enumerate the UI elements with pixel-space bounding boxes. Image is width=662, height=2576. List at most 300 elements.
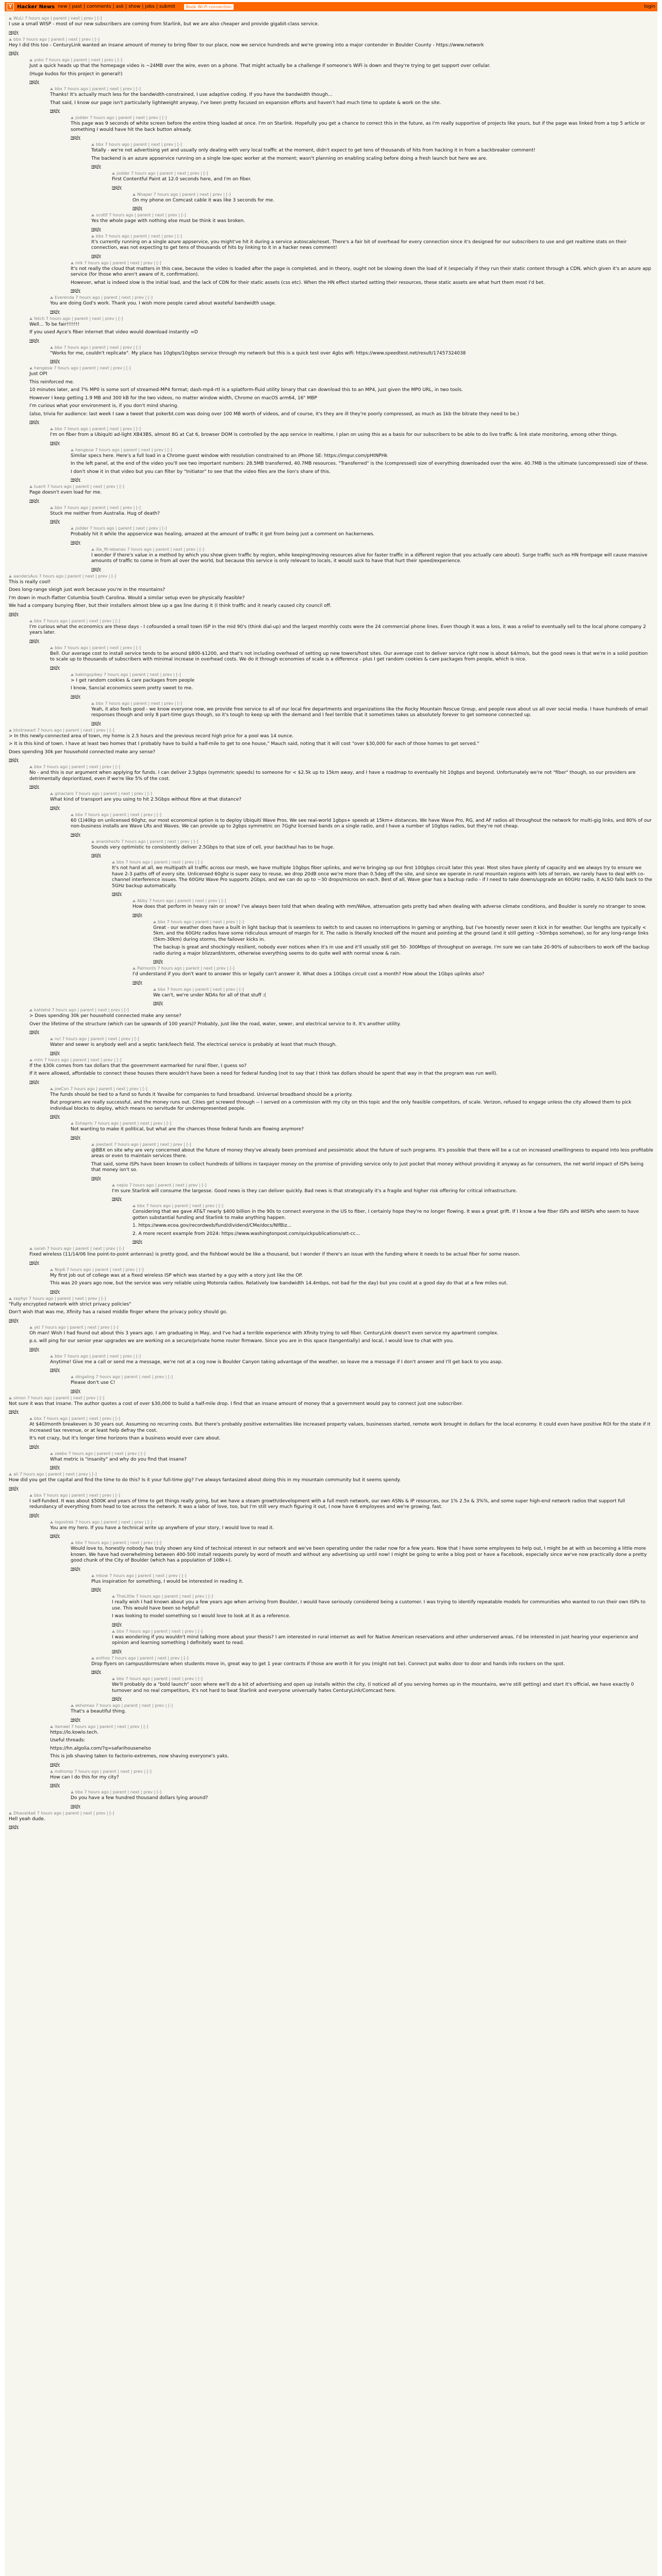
comment-age[interactable]: 7 hours ago: [84, 812, 109, 817]
reply-link[interactable]: reply: [112, 1621, 122, 1626]
reply-link[interactable]: reply: [29, 1512, 39, 1517]
upvote-arrow-icon[interactable]: [133, 1205, 136, 1207]
reply-link[interactable]: reply: [50, 1465, 60, 1469]
comment-age[interactable]: 7 hours ago: [70, 1086, 95, 1091]
reply-link[interactable]: reply: [91, 1587, 101, 1591]
comment-author[interactable]: hengesw: [34, 366, 53, 370]
upvote-arrow-icon[interactable]: [133, 967, 136, 970]
comment-author[interactable]: ilia_fit-lebanes: [96, 547, 126, 552]
comment-nav-links[interactable]: parent | next | prev | [-]: [122, 1121, 172, 1126]
reply-link[interactable]: reply: [9, 1409, 19, 1414]
comment-author[interactable]: anankhesfo: [96, 839, 120, 844]
upvote-arrow-icon[interactable]: [50, 1038, 53, 1040]
reply-link[interactable]: reply: [50, 805, 60, 810]
comment-age[interactable]: 7 hours ago: [75, 791, 100, 796]
comment-nav-links[interactable]: parent | next | prev | [-]: [124, 1703, 173, 1708]
reply-link[interactable]: reply: [71, 1134, 80, 1140]
reply-link[interactable]: reply: [50, 108, 60, 113]
comment-age[interactable]: 7 hours ago: [84, 1790, 109, 1794]
comment-nav-links[interactable]: parent | next | prev | [-]: [155, 547, 205, 552]
comment-age[interactable]: 7 hours ago: [131, 171, 156, 176]
comment-age[interactable]: 7 hours ago: [111, 1655, 136, 1660]
comment-nav-links[interactable]: parent | next | prev | [-]: [53, 16, 102, 21]
comment-nav-links[interactable]: parent | next | prev | [-]: [48, 1472, 97, 1477]
comment-nav-links[interactable]: parent | next | prev | [-]: [195, 919, 244, 924]
comment-nav-links[interactable]: parent | next | prev | [-]: [71, 1416, 121, 1421]
nav-link-comments[interactable]: comments: [87, 4, 111, 9]
comment-nav-links[interactable]: parent | next | prev | [-]: [164, 1594, 213, 1599]
comment-age[interactable]: 7 hours ago: [63, 505, 88, 510]
comment-age[interactable]: 7 hours ago: [109, 1573, 134, 1578]
comment-author[interactable]: jodder: [75, 526, 89, 531]
comment-nav-links[interactable]: parent | next | prev | [-]: [82, 366, 131, 370]
reply-link[interactable]: reply: [91, 566, 101, 571]
reply-link[interactable]: reply: [91, 253, 101, 258]
upvote-arrow-icon[interactable]: [29, 317, 32, 320]
reply-link[interactable]: reply: [71, 1717, 80, 1722]
comment-nav-links[interactable]: parent | next | prev | [-]: [123, 447, 172, 452]
comment-nav-links[interactable]: parent | next | prev | [-]: [133, 701, 183, 706]
reply-link[interactable]: reply: [50, 1289, 60, 1294]
comment-nav-links[interactable]: parent | next | prev | [-]: [100, 1724, 148, 1729]
upvote-arrow-icon[interactable]: [91, 143, 94, 146]
comment-author[interactable]: nepio: [117, 1182, 128, 1188]
upvote-arrow-icon[interactable]: [50, 1452, 53, 1455]
comment-age[interactable]: 7 hours ago: [157, 966, 182, 971]
comment-author[interactable]: bbstrawart: [13, 727, 36, 733]
upvote-arrow-icon[interactable]: [112, 861, 115, 863]
comment-author[interactable]: Everenda: [55, 295, 74, 300]
comment-author[interactable]: bbx: [96, 233, 104, 239]
comment-age[interactable]: 7 hours ago: [121, 839, 146, 844]
reply-link[interactable]: reply: [29, 337, 39, 343]
comment-nav-links[interactable]: parent | next | prev | [-]: [150, 839, 198, 844]
comment-age[interactable]: 7 hours ago: [41, 1325, 66, 1330]
comment-age[interactable]: 7 hours ago: [19, 1472, 44, 1477]
upvote-arrow-icon[interactable]: [91, 548, 94, 551]
reply-link[interactable]: reply: [153, 1001, 163, 1005]
upvote-arrow-icon[interactable]: [9, 1397, 12, 1399]
comment-age[interactable]: 7 hours ago: [27, 1395, 52, 1400]
comment-author[interactable]: joestant: [96, 1142, 113, 1147]
comment-nav-links[interactable]: parent | next | prev | [-]: [186, 966, 235, 971]
upvote-arrow-icon[interactable]: [91, 214, 94, 216]
comment-nav-links[interactable]: parent | next | prev | [-]: [124, 1375, 173, 1379]
comment-nav-links[interactable]: parent | next | prev | [-]: [182, 192, 231, 197]
comment-author[interactable]: Eshapris: [75, 1121, 93, 1126]
comment-nav-links[interactable]: parent | next | prev | [-]: [132, 672, 181, 677]
comment-age[interactable]: 7 hours ago: [105, 233, 129, 239]
comment-age[interactable]: 7 hours ago: [105, 142, 129, 147]
comment-author[interactable]: Dhaval4a6: [13, 1810, 36, 1816]
comment-author[interactable]: ykl: [34, 1325, 40, 1330]
comment-age[interactable]: 7 hours ago: [43, 618, 68, 623]
comment-author[interactable]: sarah: [34, 1246, 46, 1251]
comment-age[interactable]: 7 hours ago: [125, 1676, 150, 1681]
comment-nav-links[interactable]: parent | next | prev | [-]: [96, 1451, 146, 1456]
reply-link[interactable]: reply: [50, 1367, 60, 1372]
comment-author[interactable]: mkow: [96, 1573, 108, 1578]
comment-nav-links[interactable]: parent | next | prev | [-]: [92, 345, 141, 350]
upvote-arrow-icon[interactable]: [71, 449, 74, 451]
event-badge[interactable]: Book Wi-Fi connection: [184, 4, 234, 10]
comment-nav-links[interactable]: parent | next | prev | [-]: [92, 1353, 141, 1359]
comment-age[interactable]: 7 hours ago: [47, 484, 72, 489]
comment-age[interactable]: 7 hours ago: [146, 1204, 171, 1208]
comment-author[interactable]: bbx: [34, 765, 42, 769]
upvote-arrow-icon[interactable]: [9, 1473, 12, 1476]
reply-link[interactable]: reply: [71, 693, 80, 699]
comment-age[interactable]: 7 hours ago: [95, 1375, 121, 1379]
upvote-arrow-icon[interactable]: [91, 1143, 94, 1146]
comment-age[interactable]: 7 hours ago: [71, 1724, 96, 1729]
comment-nav-links[interactable]: parent | next | prev | [-]: [56, 1395, 105, 1400]
reply-link[interactable]: reply: [91, 226, 101, 231]
comment-age[interactable]: 7 hours ago: [24, 16, 49, 21]
comment-author[interactable]: bbx: [34, 1493, 42, 1498]
nav-link-new[interactable]: new: [57, 4, 68, 9]
upvote-arrow-icon[interactable]: [29, 1494, 32, 1497]
comment-nav-links[interactable]: parent | next | prev | [-]: [133, 142, 183, 147]
comment-author[interactable]: bbx: [34, 1416, 42, 1421]
comment-age[interactable]: 7 hours ago: [43, 1416, 68, 1421]
comment-author[interactable]: simon: [13, 1395, 26, 1400]
comment-author[interactable]: jodder: [75, 115, 89, 120]
reply-link[interactable]: reply: [112, 184, 122, 190]
upvote-arrow-icon[interactable]: [50, 296, 53, 299]
upvote-arrow-icon[interactable]: [50, 1725, 53, 1728]
upvote-arrow-icon[interactable]: [133, 900, 136, 902]
upvote-arrow-icon[interactable]: [71, 1376, 74, 1378]
comment-author[interactable]: ncl: [55, 1037, 61, 1041]
reply-link[interactable]: reply: [29, 1029, 39, 1034]
upvote-arrow-icon[interactable]: [9, 575, 12, 578]
upvote-arrow-icon[interactable]: [71, 527, 74, 530]
upvote-arrow-icon[interactable]: [71, 1541, 74, 1544]
comment-age[interactable]: 7 hours ago: [95, 1703, 121, 1708]
comment-nav-links[interactable]: parent | next | prev | [-]: [154, 1676, 203, 1681]
reply-link[interactable]: reply: [9, 1317, 19, 1323]
comment-author[interactable]: bbx: [55, 87, 62, 91]
comment-nav-links[interactable]: parent | next | prev | [-]: [138, 1573, 187, 1578]
comment-nav-links[interactable]: parent | next | prev | [-]: [112, 812, 162, 817]
hn-logo[interactable]: Y: [7, 3, 14, 10]
nav-link-submit[interactable]: submit: [159, 4, 175, 9]
comment-nav-links[interactable]: parent | next | prev | [-]: [103, 791, 152, 796]
upvote-arrow-icon[interactable]: [71, 262, 74, 264]
comment-nav-links[interactable]: parent | next | prev | [-]: [159, 171, 208, 176]
comment-age[interactable]: 7 hours ago: [44, 1057, 69, 1062]
reply-link[interactable]: reply: [71, 288, 80, 293]
comment-author[interactable]: zephyr: [13, 1296, 28, 1301]
reply-link[interactable]: reply: [71, 1566, 80, 1571]
reply-link[interactable]: reply: [133, 206, 142, 210]
reply-link[interactable]: reply: [91, 720, 101, 725]
upvote-arrow-icon[interactable]: [50, 1088, 53, 1090]
reply-link[interactable]: reply: [112, 891, 122, 896]
comment-age[interactable]: 7 hours ago: [167, 987, 191, 992]
comment-nav-links[interactable]: parent | next | prev | [-]: [57, 1296, 106, 1301]
comment-nav-links[interactable]: parent | next | prev | [-]: [92, 87, 141, 91]
upvote-arrow-icon[interactable]: [29, 1009, 32, 1011]
reply-link[interactable]: reply: [50, 1533, 60, 1538]
upvote-arrow-icon[interactable]: [29, 766, 32, 768]
comment-author[interactable]: bakingspikey: [75, 672, 103, 677]
reply-link[interactable]: reply: [71, 1388, 80, 1393]
reply-link[interactable]: reply: [29, 79, 39, 84]
comment-author[interactable]: bbx: [117, 860, 124, 865]
comment-nav-links[interactable]: parent | next | prev | [-]: [75, 484, 124, 489]
nav-link-show[interactable]: show: [128, 4, 141, 9]
comment-nav-links[interactable]: parent | next | prev | [-]: [142, 1142, 191, 1147]
upvote-arrow-icon[interactable]: [112, 1677, 115, 1680]
comment-age[interactable]: 7 hours ago: [62, 1037, 87, 1041]
comment-age[interactable]: 7 hours ago: [136, 1594, 161, 1599]
upvote-arrow-icon[interactable]: [29, 1417, 32, 1420]
comment-nav-links[interactable]: parent | next | prev | [-]: [95, 1267, 144, 1272]
comment-author[interactable]: WuLi: [13, 16, 24, 21]
comment-nav-links[interactable]: parent | next | prev | [-]: [71, 765, 121, 769]
comment-nav-links[interactable]: parent | next | prev | [-]: [73, 58, 123, 62]
comment-nav-links[interactable]: parent | next | prev | [-]: [103, 1519, 153, 1524]
reply-link[interactable]: reply: [29, 498, 39, 503]
reply-link[interactable]: reply: [112, 1696, 122, 1701]
comment-author[interactable]: TheLittle: [117, 1594, 135, 1599]
comment-age[interactable]: 7 hours ago: [63, 87, 88, 91]
upvote-arrow-icon[interactable]: [153, 921, 156, 923]
comment-author[interactable]: bbx: [55, 1353, 62, 1359]
comment-age[interactable]: 7 hours ago: [125, 860, 150, 865]
upvote-arrow-icon[interactable]: [112, 1595, 115, 1598]
upvote-arrow-icon[interactable]: [29, 1326, 32, 1329]
comment-author[interactable]: bbx: [158, 919, 166, 924]
upvote-arrow-icon[interactable]: [29, 620, 32, 622]
comment-author[interactable]: fetch: [34, 316, 45, 321]
comment-author[interactable]: bbx: [96, 142, 104, 147]
comment-author[interactable]: bbx: [55, 505, 62, 510]
upvote-arrow-icon[interactable]: [91, 1574, 94, 1577]
upvote-arrow-icon[interactable]: [9, 38, 12, 41]
reply-link[interactable]: reply: [133, 1239, 142, 1244]
reply-link[interactable]: reply: [133, 979, 142, 985]
reply-link[interactable]: reply: [50, 1050, 60, 1055]
comment-author[interactable]: aandersAus: [13, 573, 38, 579]
reply-link[interactable]: reply: [50, 519, 60, 523]
reply-link[interactable]: reply: [29, 419, 39, 424]
comment-author[interactable]: logostrek: [55, 1519, 74, 1524]
upvote-arrow-icon[interactable]: [91, 702, 94, 705]
comment-author[interactable]: Palmonts: [137, 966, 156, 971]
comment-age[interactable]: 7 hours ago: [39, 573, 64, 579]
nav-link-past[interactable]: past: [72, 4, 82, 9]
comment-author[interactable]: Abby: [137, 899, 148, 903]
upvote-arrow-icon[interactable]: [29, 59, 32, 61]
comment-nav-links[interactable]: parent | next | prev | [-]: [195, 987, 244, 992]
comment-nav-links[interactable]: parent | next | prev | [-]: [158, 1182, 207, 1188]
comment-author[interactable]: tuarrt: [34, 484, 46, 489]
comment-age[interactable]: 7 hours ago: [104, 672, 128, 677]
reply-link[interactable]: reply: [29, 1346, 39, 1351]
comment-nav-links[interactable]: parent | next | prev | [-]: [154, 1629, 203, 1634]
upvote-arrow-icon[interactable]: [50, 428, 53, 430]
reply-link[interactable]: reply: [153, 959, 163, 963]
comment-nav-links[interactable]: parent | next | prev | [-]: [92, 505, 141, 510]
comment-nav-links[interactable]: parent | next | prev | [-]: [140, 1655, 189, 1660]
comment-nav-links[interactable]: parent | next | prev | [-]: [133, 233, 183, 239]
comment-author[interactable]: bbx: [55, 645, 62, 650]
reply-link[interactable]: reply: [50, 1114, 60, 1118]
comment-author[interactable]: zeebo: [55, 1451, 68, 1456]
comment-author[interactable]: ginaclaro: [55, 791, 74, 796]
comment-age[interactable]: 7 hours ago: [68, 1451, 93, 1456]
comment-nav-links[interactable]: parent | next | prev | [-]: [112, 1790, 162, 1794]
comment-nav-links[interactable]: parent | next | prev | [-]: [98, 1086, 147, 1091]
upvote-arrow-icon[interactable]: [71, 814, 74, 816]
comment-age[interactable]: 7 hours ago: [66, 1267, 91, 1272]
comment-age[interactable]: 7 hours ago: [45, 316, 71, 321]
comment-author[interactable]: dingaling: [75, 1375, 94, 1379]
comment-age[interactable]: 7 hours ago: [75, 295, 100, 300]
comment-author[interactable]: mlk: [75, 260, 83, 265]
upvote-arrow-icon[interactable]: [153, 988, 156, 991]
comment-nav-links[interactable]: parent | next | prev | [-]: [154, 860, 203, 865]
reply-link[interactable]: reply: [112, 1648, 122, 1653]
comment-age[interactable]: 7 hours ago: [22, 37, 47, 42]
upvote-arrow-icon[interactable]: [71, 1791, 74, 1793]
reply-link[interactable]: reply: [29, 784, 39, 789]
reply-link[interactable]: reply: [133, 912, 142, 917]
comment-author[interactable]: bbx: [75, 1790, 83, 1794]
upvote-arrow-icon[interactable]: [50, 1355, 53, 1358]
reply-link[interactable]: reply: [71, 1803, 80, 1808]
comment-author[interactable]: bbx: [158, 987, 166, 992]
comment-author[interactable]: Nhaper: [137, 192, 153, 197]
reply-link[interactable]: reply: [29, 1260, 39, 1265]
site-title[interactable]: Hacker News: [17, 4, 55, 10]
upvote-arrow-icon[interactable]: [91, 840, 94, 843]
upvote-arrow-icon[interactable]: [112, 1630, 115, 1633]
comment-author[interactable]: enthos: [96, 1655, 110, 1660]
reply-link[interactable]: reply: [29, 1079, 39, 1084]
comment-nav-links[interactable]: parent | next | prev | [-]: [174, 1204, 224, 1208]
comment-age[interactable]: 7 hours ago: [45, 58, 70, 62]
comment-nav-links[interactable]: parent | next | prev | [-]: [67, 573, 117, 579]
upvote-arrow-icon[interactable]: [71, 1704, 74, 1707]
comment-age[interactable]: 7 hours ago: [37, 1810, 62, 1816]
comment-nav-links[interactable]: parent | next | prev | [-]: [137, 213, 186, 217]
comment-nav-links[interactable]: parent | next | prev | [-]: [103, 1769, 152, 1774]
upvote-arrow-icon[interactable]: [112, 1184, 115, 1187]
upvote-arrow-icon[interactable]: [9, 729, 12, 732]
comment-nav-links[interactable]: parent | next | prev | [-]: [71, 1493, 121, 1498]
comment-author[interactable]: bbx: [117, 1629, 124, 1634]
comment-age[interactable]: 7 hours ago: [63, 427, 88, 431]
reply-link[interactable]: reply: [50, 665, 60, 670]
comment-nav-links[interactable]: parent | next | prev | [-]: [75, 1246, 124, 1251]
upvote-arrow-icon[interactable]: [91, 235, 94, 238]
comment-nav-links[interactable]: parent | next | prev | [-]: [51, 37, 100, 42]
upvote-arrow-icon[interactable]: [50, 88, 53, 90]
comment-age[interactable]: 7 hours ago: [125, 1629, 150, 1634]
comment-author[interactable]: bbx: [75, 812, 83, 817]
comment-nav-links[interactable]: parent | next | prev | [-]: [177, 899, 226, 903]
upvote-arrow-icon[interactable]: [9, 17, 12, 20]
comment-age[interactable]: 7 hours ago: [94, 1121, 119, 1126]
comment-author[interactable]: bbx: [96, 701, 104, 706]
comment-author[interactable]: bbx: [34, 618, 42, 623]
nav-link-jobs[interactable]: jobs: [145, 4, 155, 9]
comment-nav-links[interactable]: parent | next | prev | [-]: [74, 316, 123, 321]
comment-author[interactable]: Nsp6: [55, 1267, 65, 1272]
comment-nav-links[interactable]: parent | next | prev | [-]: [112, 260, 161, 265]
reply-link[interactable]: reply: [91, 853, 101, 857]
comment-nav-links[interactable]: parent | next | prev | [-]: [80, 1008, 129, 1012]
login-link[interactable]: login: [644, 4, 655, 9]
comment-author[interactable]: mlin: [34, 1057, 43, 1062]
reply-link[interactable]: reply: [29, 1444, 39, 1449]
comment-nav-links[interactable]: parent | next | prev | [-]: [90, 1037, 139, 1041]
comment-age[interactable]: 7 hours ago: [148, 899, 174, 903]
comment-age[interactable]: 7 hours ago: [109, 213, 134, 217]
comment-age[interactable]: 7 hours ago: [127, 547, 152, 552]
upvote-arrow-icon[interactable]: [50, 1770, 53, 1773]
comment-author[interactable]: ali: [13, 1472, 19, 1477]
comment-age[interactable]: 7 hours ago: [28, 1296, 54, 1301]
comment-age[interactable]: 7 hours ago: [114, 1142, 139, 1147]
comment-nav-links[interactable]: parent | next | prev | [-]: [70, 1325, 119, 1330]
upvote-arrow-icon[interactable]: [133, 193, 136, 196]
comment-age[interactable]: 7 hours ago: [74, 1769, 99, 1774]
comment-age[interactable]: 7 hours ago: [43, 1493, 68, 1498]
upvote-arrow-icon[interactable]: [29, 1247, 32, 1250]
upvote-arrow-icon[interactable]: [112, 172, 115, 175]
upvote-arrow-icon[interactable]: [71, 116, 74, 119]
comment-author[interactable]: scottf: [96, 213, 108, 217]
upvote-arrow-icon[interactable]: [50, 346, 53, 349]
comment-age[interactable]: 7 hours ago: [84, 260, 109, 265]
comment-nav-links[interactable]: parent | next | prev | [-]: [65, 1810, 114, 1816]
upvote-arrow-icon[interactable]: [9, 1812, 12, 1815]
comment-age[interactable]: 7 hours ago: [84, 1540, 109, 1545]
upvote-arrow-icon[interactable]: [71, 673, 74, 676]
upvote-arrow-icon[interactable]: [29, 485, 32, 488]
comment-age[interactable]: 7 hours ago: [46, 1246, 72, 1251]
reply-link[interactable]: reply: [9, 1824, 19, 1829]
comment-author[interactable]: bbx: [117, 1676, 124, 1681]
comment-author[interactable]: jodder: [117, 171, 130, 176]
reply-link[interactable]: reply: [91, 1175, 101, 1180]
reply-link[interactable]: reply: [9, 611, 19, 616]
comment-nav-links[interactable]: parent | next | prev | [-]: [73, 1057, 122, 1062]
comment-author[interactable]: llamael: [55, 1724, 70, 1729]
comment-nav-links[interactable]: parent | next | prev | [-]: [112, 1540, 162, 1545]
comment-age[interactable]: 7 hours ago: [63, 345, 88, 350]
comment-author[interactable]: bbx: [75, 1540, 83, 1545]
reply-link[interactable]: reply: [71, 832, 80, 837]
comment-nav-links[interactable]: parent | next | prev | [-]: [92, 645, 141, 650]
comment-author[interactable]: bbx: [13, 37, 21, 42]
reply-link[interactable]: reply: [91, 164, 101, 168]
comment-age[interactable]: 7 hours ago: [90, 526, 114, 531]
reply-link[interactable]: reply: [50, 440, 60, 445]
reply-link[interactable]: reply: [29, 638, 39, 643]
comment-age[interactable]: 7 hours ago: [75, 1519, 100, 1524]
reply-link[interactable]: reply: [50, 1783, 60, 1787]
upvote-arrow-icon[interactable]: [50, 1521, 53, 1523]
reply-link[interactable]: reply: [71, 477, 80, 482]
upvote-arrow-icon[interactable]: [50, 792, 53, 795]
reply-link[interactable]: reply: [9, 1485, 19, 1490]
